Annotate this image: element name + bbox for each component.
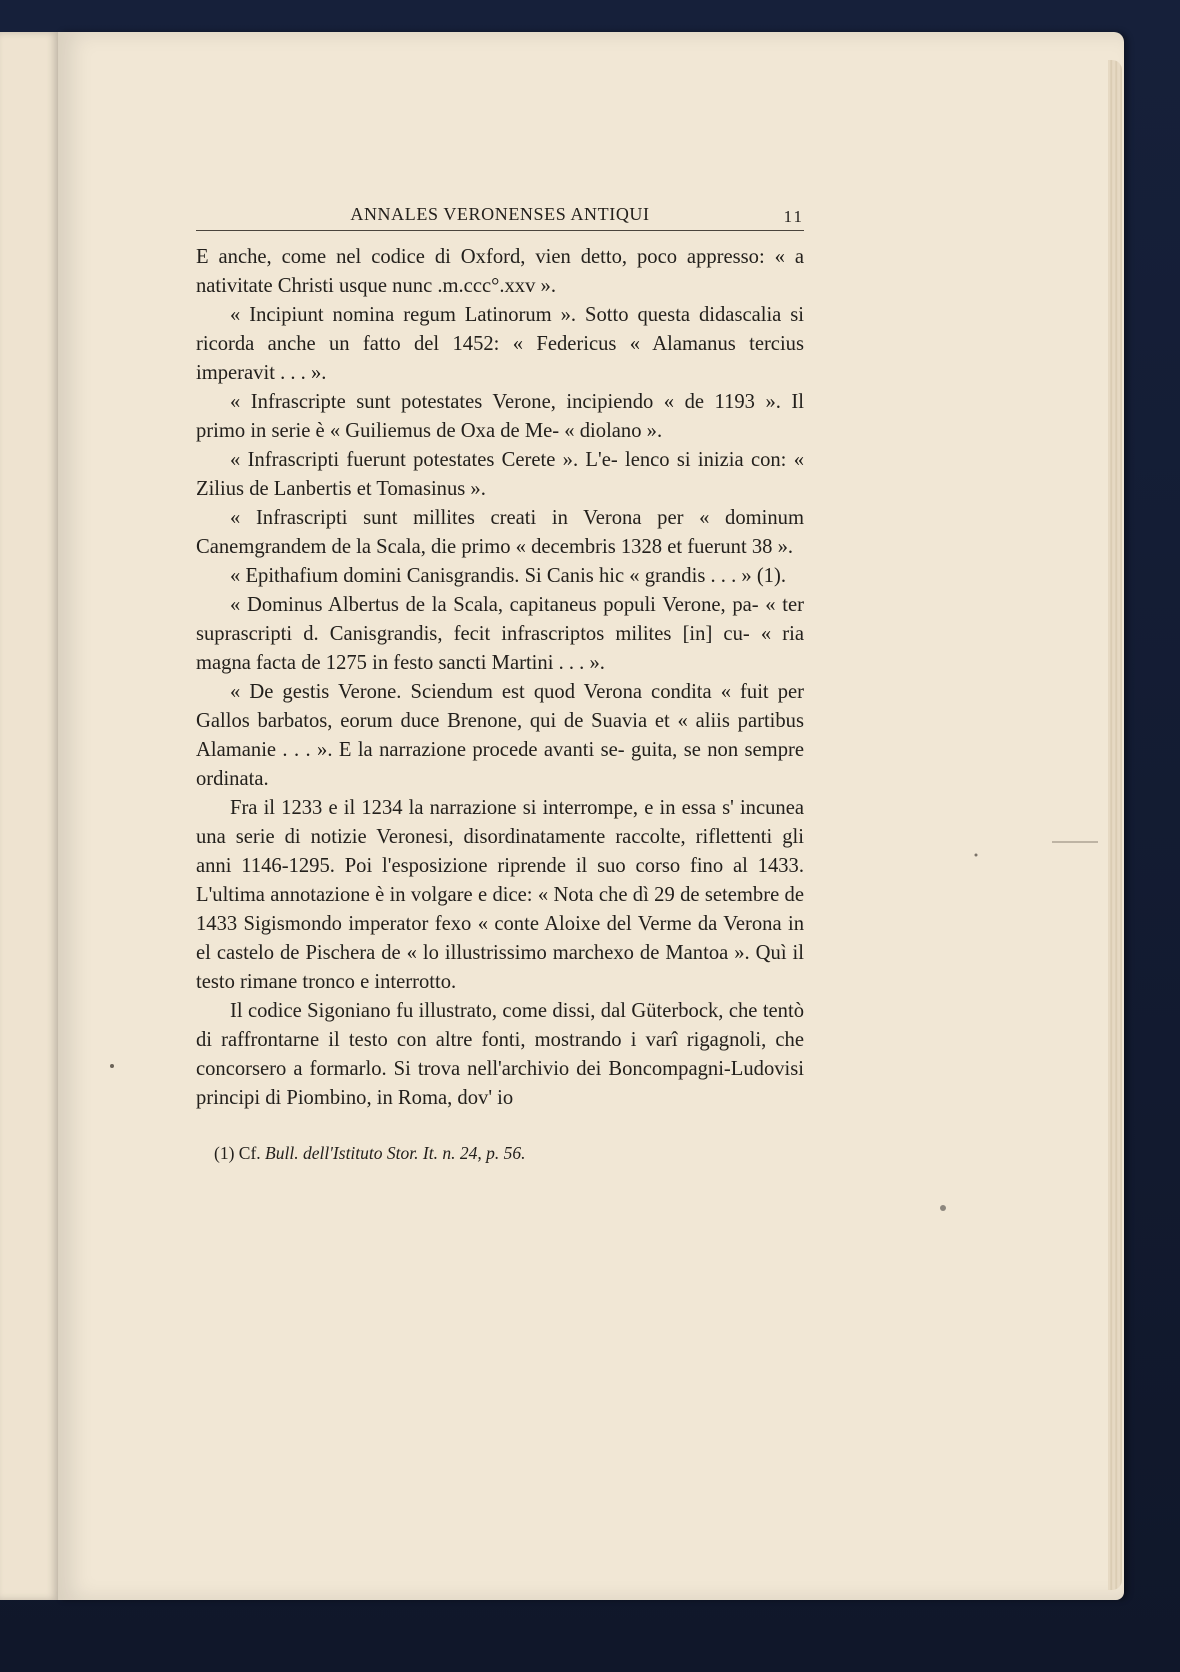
paragraph-potestates-cerete: « Infrascripti fuerunt potestates Cerete ». L'e- lenco si inizia con: « Zilius de Lanbertis et Tomasinus ». [196,449,804,500]
page-stack-edge [1108,60,1122,1590]
running-head [196,196,804,230]
running-title: ANNALES VERONENSES ANTIQUI [350,204,650,224]
paragraph-regum-latinorum: « Incipiunt nomina regum Latinorum ». Sotto questa didascalia si ricorda anche un fatto del 1452: « Federicus « Alamanus tercius imperavit . . . ». [196,304,804,384]
footnote [196,1141,804,1165]
text-block [196,196,804,1165]
paragraph-oxford: E anche, come nel codice di Oxford, vien detto, poco appresso: « a nativitate Christi usque nunc .m.ccc°.xxv ». [196,246,804,297]
facing-page-edge [0,32,58,1600]
paragraph-albertus: « Dominus Albertus de la Scala, capitaneus populi Verone, pa- « ter suprascripti d. Canisgrandis, fecit infrascriptos milites [in] cu- « ria magna facta de 1275 in festo sancti Martini . . . ». [196,594,804,674]
paragraph-millites: « Infrascripti sunt millites creati in Verona per « dominum Canemgrandem de la Scala, die primo « decembris 1328 et fuerunt 38 ». [196,507,804,558]
paragraph-epithafium: « Epithafium domini Canisgrandis. Si Canis hic « grandis . . . » (1). [230,565,786,587]
footnote-marker: (1) Cf. [214,1143,261,1163]
body-text [196,243,804,1113]
header-rule [196,230,804,231]
footnote-text: Bull. dell'Istituto Stor. It. n. 24, p. 56. [265,1143,526,1163]
paragraph-codice-sigoniano: Il codice Sigoniano fu illustrato, come dissi, dal Güterbock, che tentò di raffrontarne il testo con altre fonti, mostrando i varî rigagnoli, che concorsero a formarlo. Si trova nell'archivio dei Boncompagni-Ludovisi principi di Piombino, in Roma, dov' io [196,1000,804,1109]
paragraph-de-gestis: « De gestis Verone. Sciendum est quod Verona condita « fuit per Gallos barbatos, eorum duce Brenone, qui de Suavia et « aliis partibus Alamanie . . . ». E la narrazione procede avanti se- guita, se non sempre ordinata. [196,681,804,790]
paragraph-narrazione: Fra il 1233 e il 1234 la narrazione si interrompe, e in essa s' incunea una serie di notizie Veronesi, disordinatamente raccolte, riflettenti gli anni 1146-1295. Poi l'esposizione riprende il suo corso fino al 1433. L'ultima annotazione è in volgare e dice: « Nota che dì 29 de setembre de 1433 Sigismondo imperator fexo « conte Aloixe del Verme da Verona in el castelo de Pischera de « lo illustrissimo marchexo de Mantoa ». Quì il testo rimane tronco e interrotto. [196,797,804,993]
paragraph-potestates-verone: « Infrascripte sunt potestates Verone, incipiendo « de 1193 ». Il primo in serie è « Guiliemus de Oxa de Me- « diolano ». [196,391,804,442]
page-number: 11 [783,207,804,226]
